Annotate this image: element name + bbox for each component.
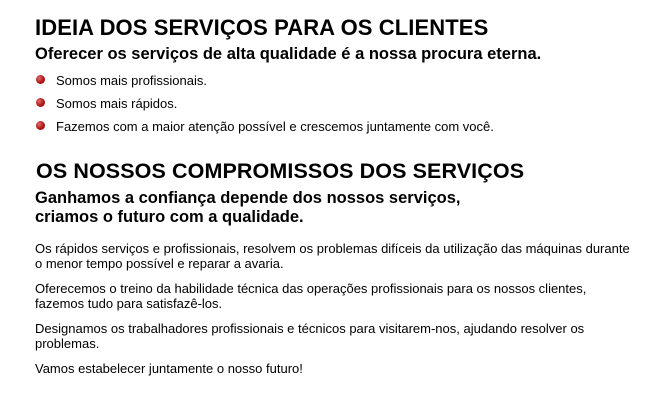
list-item-text: Somos mais rápidos. [56, 96, 178, 111]
subtitle-line: Ganhamos a confiança depende dos nossos serviços, [35, 189, 461, 207]
paragraph: Vamos estabelecer juntamente o nosso futuro! [35, 361, 303, 376]
services-page [35, 14, 635, 376]
bullet-dot-icon [36, 98, 45, 107]
paragraph: Designamos os trabalhadores profissionais e técnicos para visitarem-nos, ajudando resolver os problemas. [35, 321, 585, 351]
list-item [35, 119, 635, 134]
list-item [35, 73, 635, 88]
bullet-dot-icon [36, 121, 45, 130]
services-commitments-section [35, 157, 635, 376]
list-item-text: Somos mais profissionais. [56, 73, 207, 88]
section-title: OS NOSSOS COMPROMISSOS DOS SERVIÇOS [36, 159, 525, 183]
list-item-text: Fazemos com a maior atenção possível e crescemos juntamente com você. [56, 119, 494, 134]
paragraph: Oferecemos o treino da habilidade técnica das operações profissionais para os nossos clientes, fazemos tudo para satisfazê-los. [35, 281, 587, 311]
section-subtitle [35, 189, 635, 227]
bullet-dot-icon [36, 75, 45, 84]
bullet-list [35, 73, 635, 134]
section-title: IDEIA DOS SERVIÇOS PARA OS CLIENTES [35, 15, 489, 40]
paragraph: Os rápidos serviços e profissionais, resolvem os problemas difíceis da utilização das máquinas durante o menor tempo possível e reparar a avaria. [35, 241, 630, 271]
section-subtitle: Oferecer os serviços de alta qualidade é a nossa procura eterna. [35, 45, 542, 63]
subtitle-line: criamos o futuro com a qualidade. [35, 208, 304, 226]
services-idea-section [35, 14, 635, 134]
list-item [35, 96, 635, 111]
